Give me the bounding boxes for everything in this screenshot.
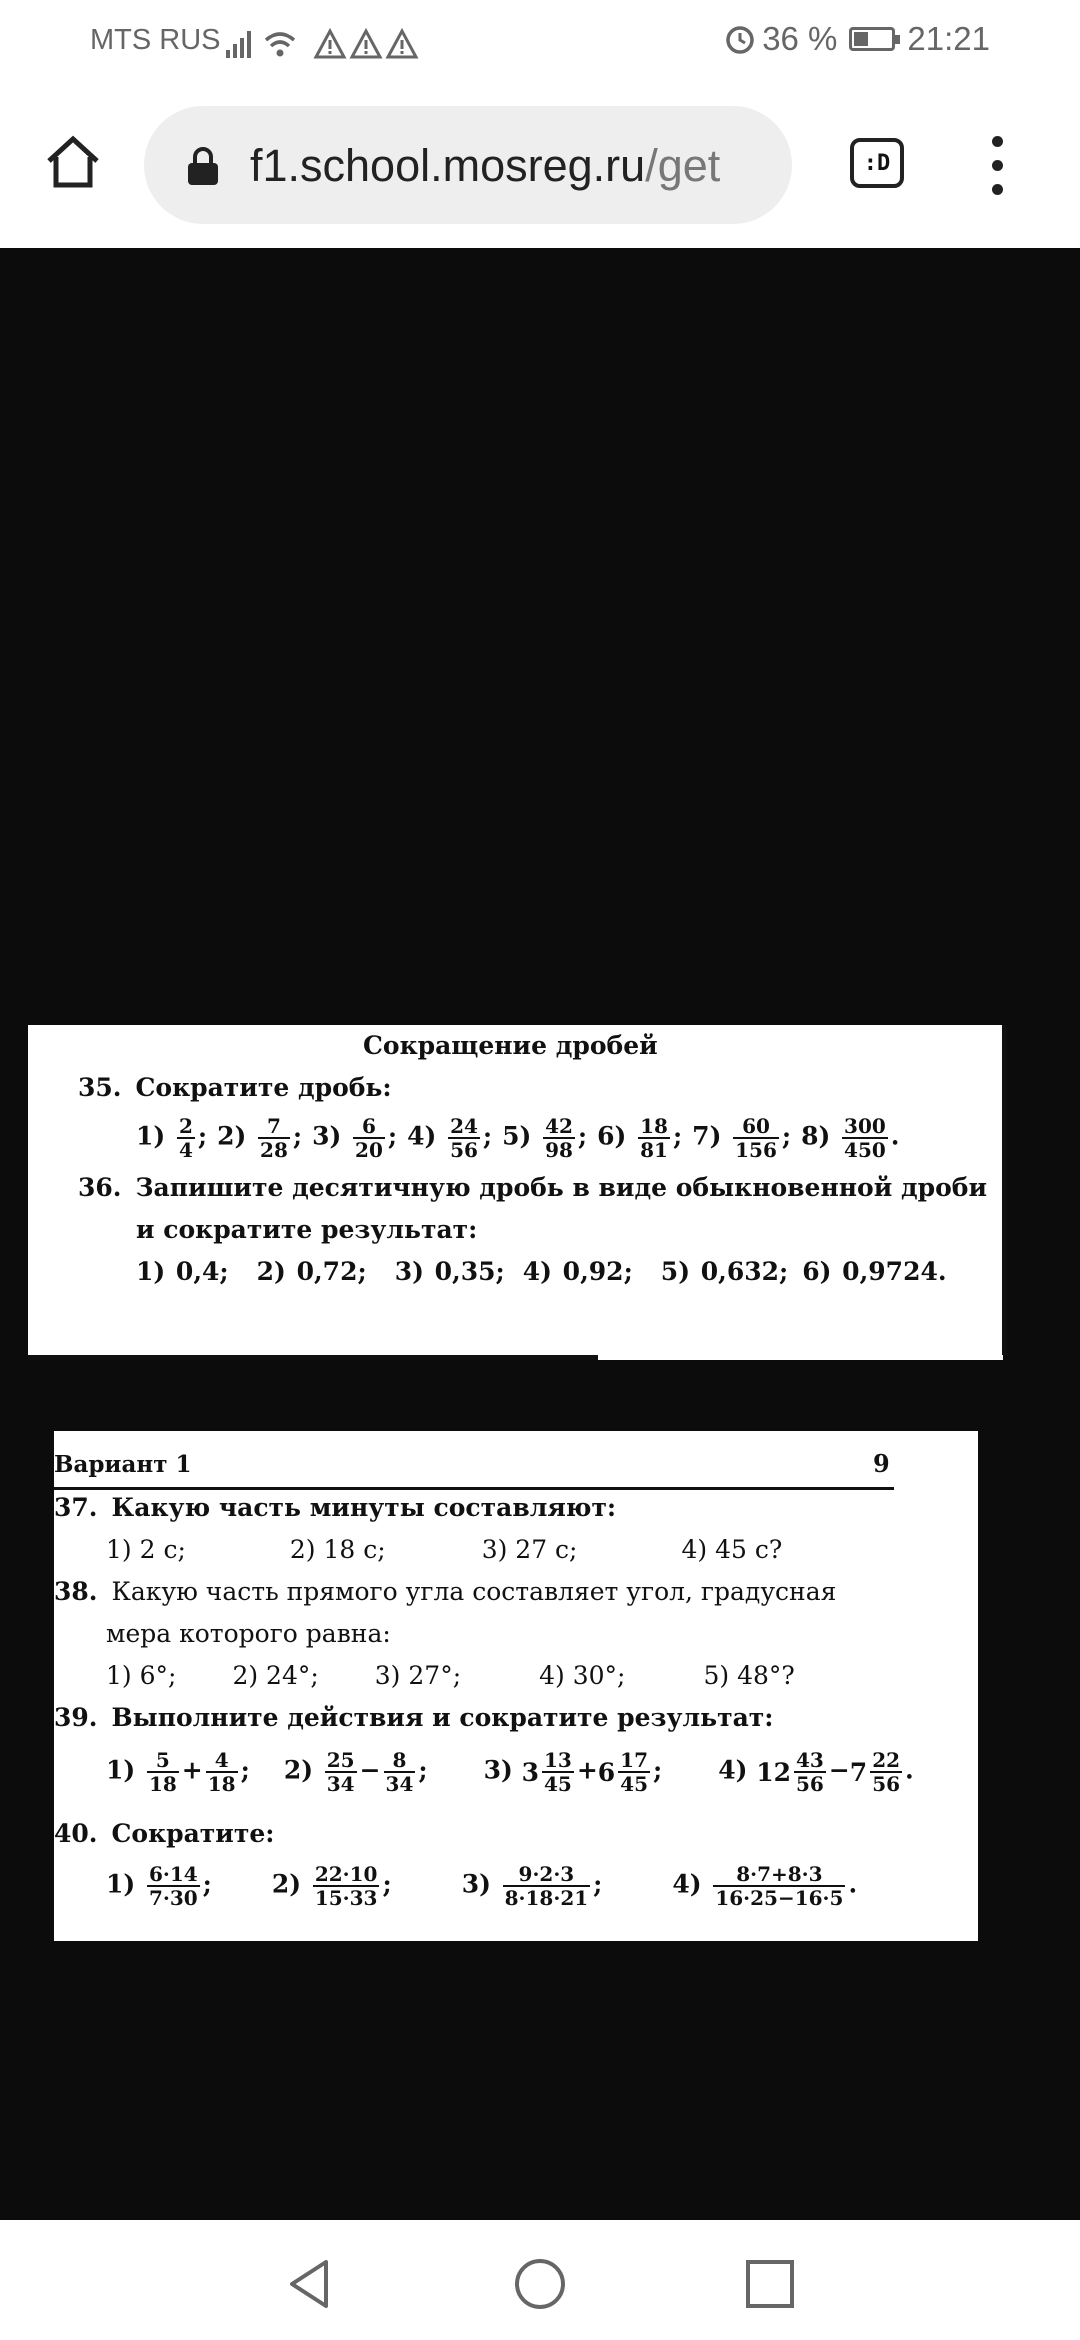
signal-icons bbox=[226, 26, 426, 68]
numerator: 300 bbox=[844, 1114, 886, 1138]
task-text: Выполните действия и сократите результат: bbox=[111, 1703, 774, 1732]
extension-button[interactable]: :D bbox=[850, 138, 904, 188]
back-icon[interactable] bbox=[282, 2256, 338, 2312]
list-item: 6) 0,9724. bbox=[802, 1257, 947, 1286]
task-39-items bbox=[106, 1749, 914, 1795]
denominator: 34 bbox=[385, 1772, 414, 1796]
numerator: 6·14 bbox=[148, 1862, 198, 1886]
denominator: 450 bbox=[844, 1138, 886, 1162]
image-viewer[interactable] bbox=[0, 248, 1080, 2220]
whole-part: 7 bbox=[849, 1757, 868, 1787]
task-number: 37. bbox=[54, 1493, 98, 1522]
url-path: /get bbox=[645, 140, 721, 191]
fraction bbox=[638, 1115, 670, 1161]
task-37-heading bbox=[54, 1493, 616, 1522]
item-sep: ; bbox=[387, 1121, 398, 1151]
denominator: 18 bbox=[207, 1772, 236, 1796]
item-sep: ; bbox=[781, 1121, 792, 1151]
fraction bbox=[258, 1115, 290, 1161]
denominator: 56 bbox=[795, 1772, 824, 1796]
task-number: 40. bbox=[54, 1819, 98, 1848]
fraction bbox=[147, 1749, 179, 1795]
fraction bbox=[325, 1749, 357, 1795]
item-sep: . bbox=[848, 1869, 858, 1899]
item-sep: ; bbox=[197, 1121, 208, 1151]
numerator: 25 bbox=[326, 1748, 355, 1772]
status-right bbox=[724, 20, 990, 58]
item-label: 3) bbox=[461, 1869, 500, 1899]
whole-part: 12 bbox=[756, 1757, 791, 1787]
item-label: 8) bbox=[801, 1121, 840, 1151]
numerator: 4 bbox=[206, 1749, 238, 1773]
task-number: 39. bbox=[54, 1703, 98, 1732]
denominator: 45 bbox=[620, 1772, 649, 1796]
denominator: 8·18·21 bbox=[504, 1886, 589, 1910]
section-title: Сокращение дробей bbox=[363, 1031, 658, 1060]
fraction bbox=[842, 1115, 888, 1161]
fraction bbox=[794, 1749, 826, 1795]
list-item: 4) 45 с? bbox=[681, 1535, 783, 1564]
list-item: 4) 30°; bbox=[539, 1661, 626, 1690]
item-sep: ; bbox=[202, 1869, 212, 1899]
numerator: 60 bbox=[733, 1115, 779, 1139]
denominator: 7·30 bbox=[148, 1886, 198, 1910]
item-sep: . bbox=[890, 1121, 900, 1151]
list-item: 1) 2 с; bbox=[106, 1535, 186, 1564]
denominator: 81 bbox=[640, 1138, 668, 1162]
operator: + bbox=[181, 1755, 203, 1785]
item-label: 1) bbox=[106, 1869, 144, 1899]
fraction bbox=[870, 1749, 902, 1795]
signal-icon bbox=[226, 26, 426, 60]
numerator: 7 bbox=[258, 1115, 290, 1139]
list-item: 5) 0,632; bbox=[660, 1257, 789, 1286]
numerator: 42 bbox=[545, 1114, 573, 1138]
battery-percent: 36 % bbox=[762, 20, 838, 57]
fraction bbox=[543, 1115, 575, 1161]
denominator: 98 bbox=[545, 1138, 573, 1162]
item-sep: ; bbox=[593, 1869, 603, 1899]
task-38-heading bbox=[54, 1577, 836, 1606]
recents-icon[interactable] bbox=[742, 2256, 798, 2312]
item-label: 2) bbox=[283, 1755, 322, 1785]
task-number: 35. bbox=[78, 1073, 122, 1102]
operator: − bbox=[359, 1755, 381, 1785]
item-sep: ; bbox=[240, 1755, 250, 1785]
document-page-2 bbox=[54, 1431, 978, 1941]
task-text: Сократите: bbox=[111, 1819, 275, 1848]
item-label: 1) bbox=[136, 1121, 174, 1151]
battery-icon bbox=[849, 27, 895, 51]
header-rule bbox=[54, 1487, 894, 1490]
denominator: 34 bbox=[326, 1772, 355, 1796]
item-label: 3) bbox=[483, 1755, 522, 1785]
browser-toolbar bbox=[0, 82, 1080, 248]
numerator: 8 bbox=[384, 1749, 416, 1773]
numerator: 8·7+8·3 bbox=[713, 1863, 845, 1887]
item-label: 3) bbox=[312, 1121, 351, 1151]
task-36-line2: и сократите результат: bbox=[136, 1215, 478, 1244]
item-label: 1) bbox=[106, 1755, 144, 1785]
variant-header: Вариант 1 bbox=[54, 1451, 192, 1478]
task-39-heading bbox=[54, 1703, 774, 1732]
denominator: 156 bbox=[735, 1138, 777, 1162]
fraction bbox=[206, 1749, 238, 1795]
fraction bbox=[384, 1749, 416, 1795]
item-sep: ; bbox=[482, 1121, 493, 1151]
list-item: 4) 0,92; bbox=[522, 1257, 633, 1286]
fraction bbox=[542, 1749, 574, 1795]
operator: + bbox=[576, 1755, 598, 1785]
task-text: Сократите дробь: bbox=[135, 1073, 392, 1102]
item-sep: ; bbox=[292, 1121, 303, 1151]
task-35-heading bbox=[78, 1073, 392, 1102]
list-item: 3) 27°; bbox=[374, 1661, 462, 1690]
item-sep: ; bbox=[418, 1755, 428, 1785]
numerator: 22·10 bbox=[314, 1862, 378, 1886]
home-nav-icon[interactable] bbox=[512, 2256, 568, 2312]
task-38-items bbox=[106, 1661, 795, 1690]
fraction bbox=[733, 1115, 779, 1161]
page-edge bbox=[28, 1355, 598, 1360]
numerator: 17 bbox=[620, 1748, 649, 1772]
numerator: 6 bbox=[353, 1115, 385, 1139]
denominator: 4 bbox=[178, 1138, 193, 1162]
fraction bbox=[618, 1749, 650, 1795]
address-bar[interactable] bbox=[144, 106, 792, 224]
page-number: 9 bbox=[873, 1449, 890, 1478]
numerator: 5 bbox=[147, 1749, 179, 1773]
numerator: 43 bbox=[795, 1748, 824, 1772]
fraction bbox=[147, 1863, 200, 1909]
denominator: 20 bbox=[355, 1138, 383, 1162]
list-item: 3) 0,35; bbox=[394, 1257, 505, 1286]
item-sep: ; bbox=[577, 1121, 588, 1151]
list-item: 2) 18 с; bbox=[289, 1535, 386, 1564]
lock-icon bbox=[186, 146, 220, 186]
task-36-heading bbox=[78, 1173, 987, 1202]
item-label: 7) bbox=[692, 1121, 731, 1151]
operator: − bbox=[828, 1755, 850, 1785]
item-sep: . bbox=[905, 1755, 914, 1785]
fraction bbox=[713, 1863, 845, 1909]
task-36-items bbox=[136, 1257, 947, 1286]
denominator: 28 bbox=[260, 1138, 288, 1162]
home-icon[interactable] bbox=[44, 133, 102, 191]
fraction bbox=[448, 1115, 480, 1161]
fraction bbox=[503, 1863, 591, 1909]
numerator: 9·2·3 bbox=[503, 1863, 591, 1887]
clock: 21:21 bbox=[907, 20, 990, 57]
list-item: 5) 48°? bbox=[703, 1661, 795, 1690]
fraction bbox=[353, 1115, 385, 1161]
url-text[interactable] bbox=[250, 140, 720, 192]
document-page-1 bbox=[28, 1025, 1003, 1360]
item-label: 2) bbox=[217, 1121, 256, 1151]
system-nav-bar bbox=[0, 2220, 1080, 2340]
fraction bbox=[313, 1863, 380, 1909]
item-label: 6) bbox=[597, 1121, 636, 1151]
url-host: f1.school.mosreg.ru bbox=[250, 140, 646, 191]
denominator: 16·25−16·5 bbox=[715, 1886, 844, 1910]
whole-part: 3 bbox=[521, 1757, 539, 1787]
task-number: 36. bbox=[78, 1173, 122, 1202]
task-40-items bbox=[106, 1863, 857, 1909]
item-sep: ; bbox=[653, 1755, 663, 1785]
task-text: Какую часть минуты составляют: bbox=[111, 1493, 617, 1522]
more-menu-icon[interactable] bbox=[982, 136, 1012, 196]
item-sep: ; bbox=[382, 1869, 392, 1899]
numerator: 13 bbox=[543, 1748, 572, 1772]
numerator: 22 bbox=[872, 1748, 901, 1772]
task-text: Какую часть прямого угла составляет угол, градусная bbox=[111, 1577, 837, 1606]
denominator: 56 bbox=[872, 1772, 901, 1796]
alarm-icon bbox=[724, 23, 756, 55]
list-item: 1) 0,4; bbox=[136, 1257, 229, 1286]
list-item: 2) 0,72; bbox=[256, 1257, 367, 1286]
task-38-line2: мера которого равна: bbox=[106, 1619, 391, 1648]
numerator: 24 bbox=[450, 1114, 478, 1138]
list-item: 3) 27 с; bbox=[481, 1535, 578, 1564]
item-label: 4) bbox=[718, 1755, 757, 1785]
denominator: 45 bbox=[543, 1772, 572, 1796]
page-edge bbox=[1002, 1025, 1007, 1355]
item-label: 5) bbox=[502, 1121, 541, 1151]
task-35-items bbox=[136, 1115, 900, 1161]
denominator: 56 bbox=[450, 1138, 478, 1162]
item-label: 4) bbox=[407, 1121, 446, 1151]
numerator: 18 bbox=[640, 1114, 668, 1138]
numerator: 2 bbox=[178, 1114, 193, 1138]
carrier-name: MTS RUS bbox=[90, 24, 221, 56]
task-text: Запишите десятичную дробь в виде обыкновенной дроби bbox=[135, 1173, 988, 1202]
status-bar bbox=[0, 0, 1080, 82]
item-label: 4) bbox=[672, 1869, 711, 1899]
list-item: 2) 24°; bbox=[232, 1661, 319, 1690]
list-item: 1) 6°; bbox=[106, 1661, 177, 1690]
fraction bbox=[177, 1115, 195, 1161]
item-sep: ; bbox=[672, 1121, 683, 1151]
whole-part: 6 bbox=[597, 1757, 616, 1787]
item-label: 2) bbox=[271, 1869, 310, 1899]
task-40-heading bbox=[54, 1819, 274, 1848]
task-number: 38. bbox=[54, 1577, 98, 1606]
denominator: 15·33 bbox=[314, 1886, 378, 1910]
denominator: 18 bbox=[148, 1772, 177, 1796]
task-37-items bbox=[106, 1535, 782, 1564]
